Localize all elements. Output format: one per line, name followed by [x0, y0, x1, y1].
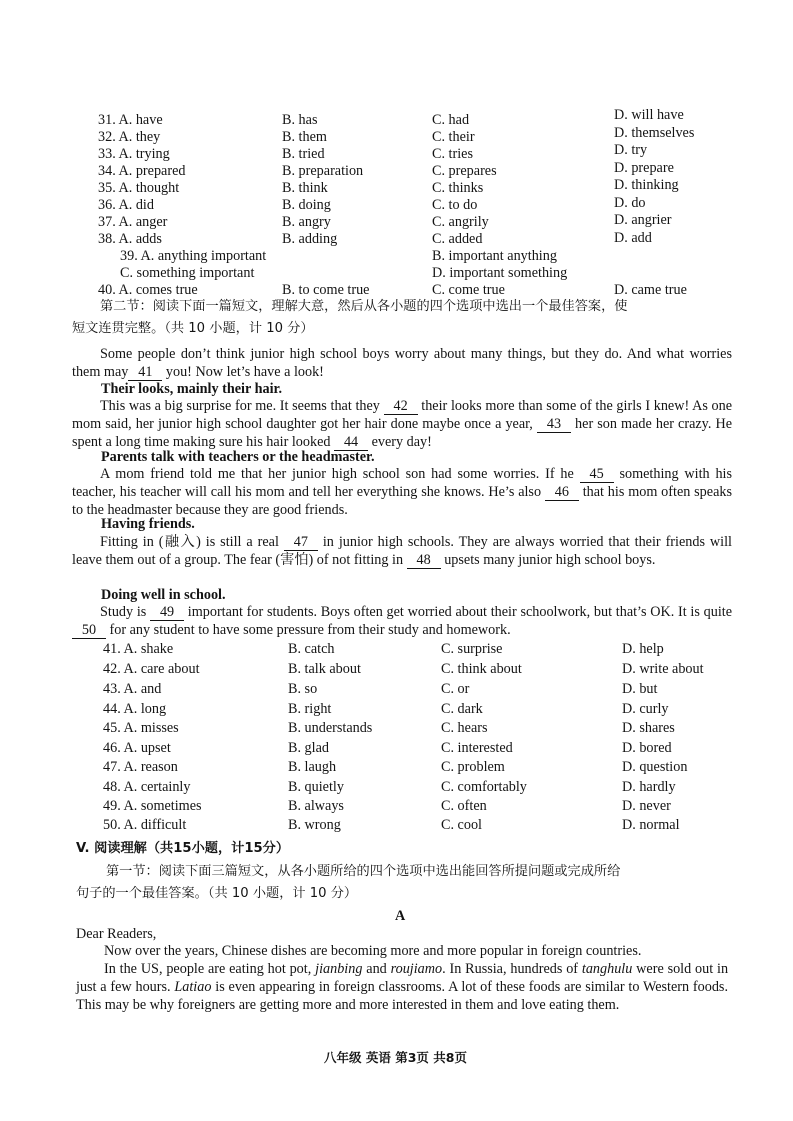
option-a: 47. A. reason	[103, 759, 178, 775]
passage-paragraph	[72, 397, 732, 451]
blank-47: 47	[284, 535, 318, 551]
option-b: B. wrong	[288, 817, 341, 833]
option-b: B. preparation	[282, 163, 364, 179]
passage-paragraph	[72, 603, 732, 639]
blank-43: 43	[537, 417, 571, 433]
option-c: C. comfortably	[441, 779, 527, 795]
option-c: C. prepares	[432, 163, 497, 179]
blank-50: 50	[72, 623, 106, 639]
option-a: 33. A. trying	[98, 146, 170, 162]
passage-text: every day!	[371, 434, 432, 450]
food-name: jianbing	[315, 961, 363, 977]
option-c: C. to do	[432, 197, 478, 213]
option-c: C. or	[441, 681, 470, 697]
option-c: C. their	[432, 129, 475, 145]
option-a: 44. A. long	[103, 701, 167, 717]
blank-44: 44	[334, 435, 368, 451]
option-c: C. had	[432, 112, 470, 128]
option-b: B. adding	[282, 231, 338, 247]
passage-text: Some people don’t think junior high school boys worry about many things, but they do. And what worries them may	[72, 346, 732, 380]
option-c: C. interested	[441, 740, 513, 756]
option-a: 36. A. did	[98, 197, 154, 213]
passage-text: Study is	[100, 604, 147, 620]
option-d: D. add	[614, 230, 652, 246]
option-row	[0, 661, 793, 679]
option-row	[0, 681, 793, 699]
option-row	[0, 214, 793, 232]
option-d: D. shares	[622, 720, 675, 736]
blank-41: 41	[128, 365, 162, 381]
page-footer: 八年级 英语 第3页 共8页	[324, 1050, 467, 1065]
option-c: C. often	[441, 798, 487, 814]
option-a: 38. A. adds	[98, 231, 162, 247]
option-b: B. talk about	[288, 661, 361, 677]
option-d: D. bored	[622, 740, 672, 756]
option-c: C. angrily	[432, 214, 489, 230]
passage-text: that his mom often speaks to the headmaster because they are good friends.	[72, 484, 732, 518]
option-d: D. angrier	[614, 212, 672, 228]
q39-option-d: D. important something	[432, 265, 568, 281]
option-a: 41. A. shake	[103, 641, 174, 657]
option-c: C. come true	[432, 282, 505, 298]
passage-text: you! Now let’s have a look!	[165, 364, 324, 380]
option-row	[0, 142, 793, 164]
option-c: C. dark	[441, 701, 483, 717]
option-row	[0, 740, 793, 758]
part5-instruction: 第一节：阅读下面三篇短文，从各小题所给的四个选项中选出能回答所提问题或完成所给	[106, 864, 621, 879]
option-b: B. understands	[288, 720, 373, 736]
passage-paragraph	[72, 345, 732, 381]
option-d: D. curly	[622, 701, 669, 717]
option-row	[0, 125, 793, 147]
option-d: D. but	[622, 681, 658, 697]
part5-title: V. 阅读理解（共15小题，计15分）	[76, 841, 290, 856]
option-b: B. angry	[282, 214, 331, 230]
passage-paragraph	[72, 465, 732, 519]
blank-45: 45	[580, 467, 614, 483]
option-row	[0, 798, 793, 816]
option-a: 34. A. prepared	[98, 163, 186, 179]
passage-text: for any student to have some pressure from their study and homework.	[109, 622, 511, 638]
option-row	[0, 779, 793, 797]
passage-heading: Having friends.	[101, 516, 195, 532]
option-b: B. right	[288, 701, 332, 717]
passage-text: her son made her crazy. He spent a long time making sure his hair looked	[72, 416, 733, 450]
blank-42: 42	[384, 399, 418, 415]
passage-text: important for students. Boys often get worried about their schoolwork, but that’s OK. It is quite	[187, 604, 732, 620]
option-a: 46. A. upset	[103, 740, 171, 756]
option-c: C. surprise	[441, 641, 503, 657]
q39-option-c: C. something important	[120, 265, 255, 281]
option-a: 49. A. sometimes	[103, 798, 202, 814]
option-d: D. will have	[614, 107, 684, 123]
option-d: D. normal	[622, 817, 680, 833]
option-d: D. help	[622, 641, 664, 657]
q39-option-a: 39. A. anything important	[120, 248, 267, 264]
option-d: D. question	[622, 759, 688, 775]
option-c: C. thinks	[432, 180, 484, 196]
passage-text: A mom friend told me that her junior high school son had some worries. If he	[100, 466, 574, 482]
passage-heading: Their looks, mainly their hair.	[101, 381, 283, 397]
option-row	[0, 177, 793, 198]
letter-text: were sold out in just a few hours.	[76, 961, 729, 995]
passage-text: Fitting in (融入) is still a real	[100, 534, 279, 550]
option-c: C. cool	[441, 817, 482, 833]
letter-text: . In Russia, hundreds of	[442, 961, 579, 977]
option-a: 37. A. anger	[98, 214, 168, 230]
option-d: D. themselves	[614, 125, 695, 141]
q39-option-b: B. important anything	[432, 248, 557, 264]
section2-instruction-cont: 短文连贯完整。（共 10 小题，计 10 分）	[72, 321, 314, 336]
section2-instruction: 第二节：阅读下面一篇短文，理解大意，然后从各小题的四个选项中选出一个最佳答案，使	[100, 299, 628, 314]
option-d: D. prepare	[614, 160, 674, 176]
passage-paragraph	[72, 533, 732, 569]
passage-text: upsets many junior high school boys.	[444, 552, 656, 568]
option-b: B. laugh	[288, 759, 337, 775]
option-row	[0, 701, 793, 719]
option-d: D. try	[614, 142, 648, 158]
passage-heading: Parents talk with teachers or the headmaster.	[101, 449, 375, 465]
option-b: B. doing	[282, 197, 331, 213]
option-row	[0, 759, 793, 777]
option-a: 31. A. have	[98, 112, 163, 128]
option-a: 32. A. they	[98, 129, 161, 145]
option-d: D. never	[622, 798, 671, 814]
letter-text: and	[366, 961, 387, 977]
option-d: D. thinking	[614, 177, 679, 193]
option-a: 42. A. care about	[103, 661, 200, 677]
option-row	[0, 720, 793, 738]
food-name: Latiao	[174, 979, 212, 995]
option-a: 50. A. difficult	[103, 817, 187, 833]
option-b: B. to come true	[282, 282, 370, 298]
letter-paragraph	[76, 960, 728, 1014]
option-a: 48. A. certainly	[103, 779, 191, 795]
option-row	[0, 641, 793, 659]
option-row	[0, 197, 793, 215]
option-b: B. think	[282, 180, 328, 196]
option-d: D. came true	[614, 282, 687, 298]
option-d: D. do	[614, 195, 646, 211]
option-b: B. always	[288, 798, 344, 814]
blank-46: 46	[545, 485, 579, 501]
option-row	[0, 231, 793, 249]
option-a: 43. A. and	[103, 681, 162, 697]
option-a: 45. A. misses	[103, 720, 179, 736]
blank-49: 49	[150, 605, 184, 621]
food-name: tanghulu	[581, 961, 633, 977]
option-b: B. has	[282, 112, 318, 128]
passage-heading: Doing well in school.	[101, 587, 226, 603]
option-d: D. write about	[622, 661, 704, 677]
option-row	[0, 817, 793, 835]
option-b: B. tried	[282, 146, 325, 162]
option-b: B. catch	[288, 641, 335, 657]
food-name: roujiamo	[390, 961, 443, 977]
passage-text: in junior high schools. They are always worried that their friends will leave them out of a group. The fear (害怕) of not fitting in	[72, 534, 733, 568]
passage-text: something with his teacher, his teacher will call his mom and tell her everything she knows. He’s also	[72, 466, 732, 500]
option-c: C. added	[432, 231, 483, 247]
letter-paragraph: Now over the years, Chinese dishes are becoming more and more popular in foreign countries.	[104, 943, 642, 959]
passage-text: This was a big surprise for me. It seems that they	[100, 398, 380, 414]
passage-text: their looks more than some of the girls I knew! As one mom said, her junior high school daughter got her hair done maybe once a year,	[72, 398, 733, 432]
option-d: D. hardly	[622, 779, 676, 795]
option-c: C. problem	[441, 759, 505, 775]
option-c: C. think about	[441, 661, 522, 677]
option-c: C. tries	[432, 146, 473, 162]
letter-text: is even appearing in foreign classrooms. A lot of these foods are similar to Western foods. This may be why foreigners are getting more and more interested in them and love eating them.	[76, 979, 728, 1013]
blank-48: 48	[407, 553, 441, 569]
option-c: C. hears	[441, 720, 488, 736]
option-a: 35. A. thought	[98, 180, 180, 196]
option-a: 40. A. comes true	[98, 282, 198, 298]
option-row-40	[0, 282, 793, 300]
option-b: B. quietly	[288, 779, 344, 795]
letter-text: In the US, people are eating hot pot,	[104, 961, 312, 977]
option-b: B. them	[282, 129, 327, 145]
section-letter: A	[395, 908, 406, 924]
option-b: B. glad	[288, 740, 329, 756]
letter-greeting: Dear Readers,	[76, 926, 157, 942]
option-b: B. so	[288, 681, 318, 697]
part5-instruction-cont: 句子的一个最佳答案。（共 10 小题，计 10 分）	[76, 886, 358, 901]
